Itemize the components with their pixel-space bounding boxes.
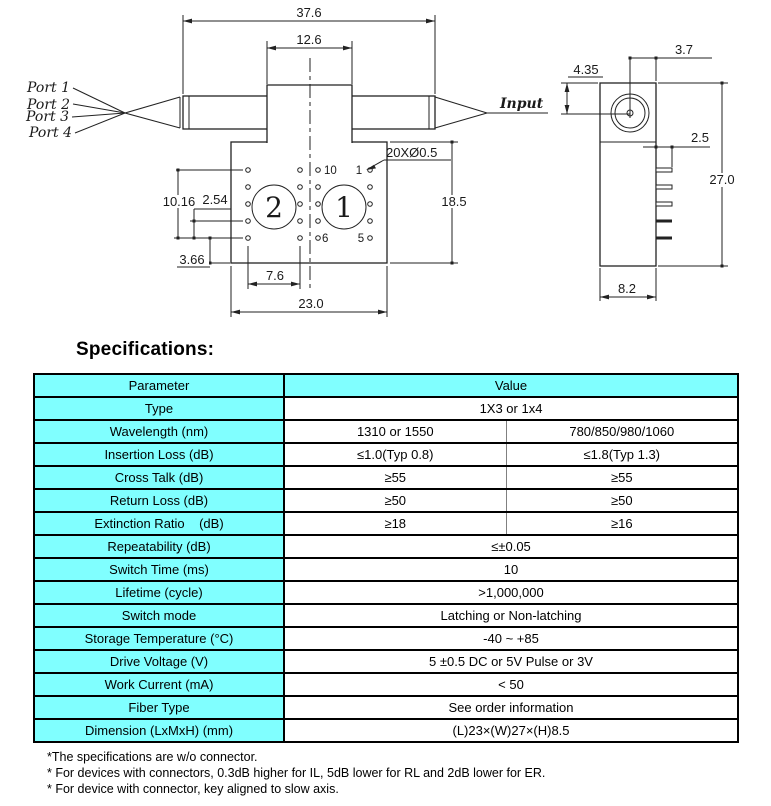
param-cell: Drive Voltage (V)	[34, 650, 284, 673]
dim-37-6-text: 37.6	[296, 5, 322, 20]
value-cell-a: ≥50	[284, 489, 506, 512]
dim-3-7	[629, 42, 713, 81]
param-cell: Repeatability (dB)	[34, 535, 284, 558]
footnotes	[47, 749, 545, 797]
dim-8-2	[600, 268, 656, 301]
input-label: Input	[500, 96, 544, 112]
value-cell-b: ≥16	[506, 512, 738, 535]
value-cell: 1X3 or 1x4	[284, 397, 738, 420]
param-cell: Insertion Loss (dB)	[34, 443, 284, 466]
param-cell: Type	[34, 397, 284, 420]
port-1-label: Port 1	[27, 80, 70, 96]
pin-10-label: 10	[324, 165, 337, 177]
specifications-heading: Specifications:	[76, 339, 215, 360]
value-cell: 5 ±0.5 DC or 5V Pulse or 3V	[284, 650, 738, 673]
dim-37-6	[183, 5, 435, 94]
table-row	[34, 512, 738, 535]
position-1-number: 1	[335, 191, 353, 224]
footnote-line: * For device with connector, key aligned to slow axis.	[47, 782, 339, 796]
value-cell-a: ≥18	[284, 512, 506, 535]
side-view	[600, 58, 672, 266]
param-cell: Lifetime (cycle)	[34, 581, 284, 604]
param-cell: Dimension (LxMxH) (mm)	[34, 719, 284, 742]
dim-2-54-text: 2.54	[202, 192, 228, 207]
dim-2-5-text: 2.5	[690, 130, 710, 145]
value-cell: >1,000,000	[284, 581, 738, 604]
bottom-view	[231, 58, 451, 292]
table-row	[34, 443, 738, 466]
specifications-table	[33, 373, 739, 743]
value-cell: ≤±0.05	[284, 535, 738, 558]
param-cell: Storage Temperature (°C)	[34, 627, 284, 650]
table-row	[34, 719, 738, 742]
value-cell-b: 780/850/980/1060	[506, 420, 738, 443]
value-cell: (L)23×(W)27×(H)8.5	[284, 719, 738, 742]
port-3-label: Port 3	[26, 109, 69, 125]
dim-18-5-text: 18.5	[441, 194, 467, 209]
table-row	[34, 696, 738, 719]
table-row	[34, 650, 738, 673]
dim-27-0	[658, 82, 741, 268]
pin-6-label: 6	[322, 233, 329, 245]
header-parameter: Parameter	[34, 374, 284, 397]
table-header-row	[34, 374, 738, 397]
table-row	[34, 466, 738, 489]
port-2-label: Port 2	[27, 97, 70, 113]
dim-3-7-text: 3.7	[674, 42, 694, 57]
table-row	[34, 581, 738, 604]
param-cell: Work Current (mA)	[34, 673, 284, 696]
param-cell: Return Loss (dB)	[34, 489, 284, 512]
dim-4-35-text: 4.35	[573, 62, 599, 77]
param-cell: Switch mode	[34, 604, 284, 627]
footnote-line: * For devices with connectors, 0.3dB higher for IL, 5dB lower for RL and 2dB lower for ER.	[47, 766, 546, 780]
param-cell: Fiber Type	[34, 696, 284, 719]
value-cell: < 50	[284, 673, 738, 696]
value-cell-b: ≤1.8(Typ 1.3)	[506, 443, 738, 466]
value-cell: See order information	[284, 696, 738, 719]
table-row	[34, 420, 738, 443]
param-cell: Cross Talk (dB)	[34, 466, 284, 489]
dim-2-54	[193, 192, 232, 240]
dim-10-16-text: 10.16	[162, 194, 196, 209]
param-cell: Switch Time (ms)	[34, 558, 284, 581]
table-row	[34, 558, 738, 581]
param-cell: Extinction Ratio (dB)	[34, 512, 284, 535]
dim-3-66-text: 3.66	[179, 252, 205, 267]
header-value: Value	[284, 374, 738, 397]
side-pins	[656, 168, 672, 240]
port-4-label: Port 4	[29, 125, 72, 141]
value-cell-b: ≥55	[506, 466, 738, 489]
mechanical-drawing	[0, 0, 771, 336]
position-2-number: 2	[265, 191, 283, 224]
dim-7-6-text: 7.6	[265, 268, 285, 283]
value-cell-a: ≥55	[284, 466, 506, 489]
table-row	[34, 604, 738, 627]
dim-8-2-text: 8.2	[617, 281, 637, 296]
table-row	[34, 397, 738, 420]
dim-23-0	[231, 266, 387, 317]
dim-12-6-text: 12.6	[296, 32, 322, 47]
value-cell-a: 1310 or 1550	[284, 420, 506, 443]
value-cell: Latching or Non-latching	[284, 604, 738, 627]
value-cell: -40 ~ +85	[284, 627, 738, 650]
dim-27-0-text: 27.0	[709, 172, 735, 187]
value-cell-a: ≤1.0(Typ 0.8)	[284, 443, 506, 466]
param-cell: Wavelength (nm)	[34, 420, 284, 443]
hole-callout-text: 20XØ0.5	[386, 145, 438, 160]
dim-3-66	[176, 237, 230, 268]
table-row	[34, 673, 738, 696]
table-row	[34, 489, 738, 512]
value-cell-b: ≥50	[506, 489, 738, 512]
value-cell: 10	[284, 558, 738, 581]
table-row	[34, 535, 738, 558]
dim-23-0-text: 23.0	[298, 296, 324, 311]
table-row	[34, 627, 738, 650]
pin-5-label: 5	[357, 233, 365, 245]
pin-1-label: 1	[355, 165, 363, 177]
footnote-line: *The specifications are w/o connector.	[47, 750, 258, 764]
